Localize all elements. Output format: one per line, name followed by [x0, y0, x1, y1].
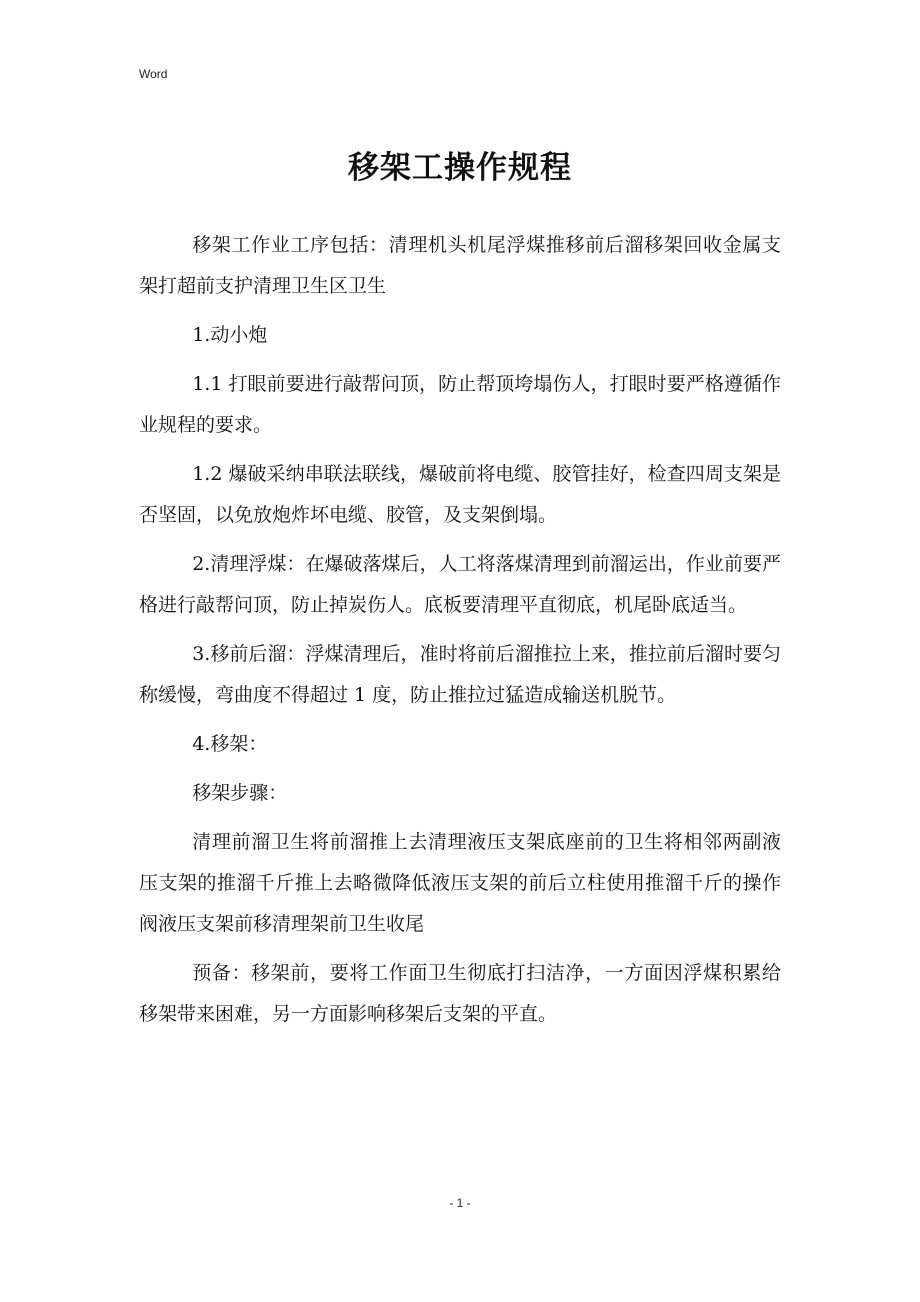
paragraph-section-1-1: 1.1 打眼前要进行敲帮问顶，防止帮顶垮塌伤人，打眼时要严格遵循作业规程的要求。 [139, 373, 781, 436]
page-number: - 1 - [449, 1196, 471, 1210]
paragraph-steps-heading: 移架步骤： [192, 782, 288, 804]
paragraph-section-4: 4.移架： [192, 733, 268, 755]
paragraph-section-2: 2.清理浮煤：在爆破落煤后，人工将落煤清理到前溜运出，作业前要严格进行敲帮问顶，防止掉炭伤人。底板要清理平直彻底，机尾卧底适当。 [139, 553, 781, 616]
header-label: Word [139, 67, 168, 81]
paragraph-intro: 移架工作业工序包括：清理机头机尾浮煤推移前后溜移架回收金属支架打超前支护清理卫生区卫生 [139, 234, 781, 297]
paragraph-section-3: 3.移前后溜：浮煤清理后，准时将前后溜推拉上来，推拉前后溜时要匀称缓慢，弯曲度不得超过 1 度，防止推拉过猛造成输送机脱节。 [139, 643, 781, 706]
document-body [139, 225, 781, 1043]
paragraph-section-1-2: 1.2 爆破采纳串联法联线，爆破前将电缆、胶管挂好，检查四周支架是否坚固，以免放炮炸坏电缆、胶管，及支架倒塌。 [139, 463, 781, 526]
paragraph-preparation: 预备：移架前，要将工作面卫生彻底打扫洁净，一方面因浮煤积累给移架带来困难，另一方面影响移架后支架的平直。 [139, 962, 781, 1025]
paragraph-section-1: 1.动小炮 [192, 324, 268, 346]
document-title: 移架工操作规程 [348, 150, 572, 186]
paragraph-steps: 清理前溜卫生将前溜推上去清理液压支架底座前的卫生将相邻两副液压支架的推溜千斤推上去略微降低液压支架的前后立柱使用推溜千斤的操作阀液压支架前移清理架前卫生收尾 [139, 831, 781, 935]
